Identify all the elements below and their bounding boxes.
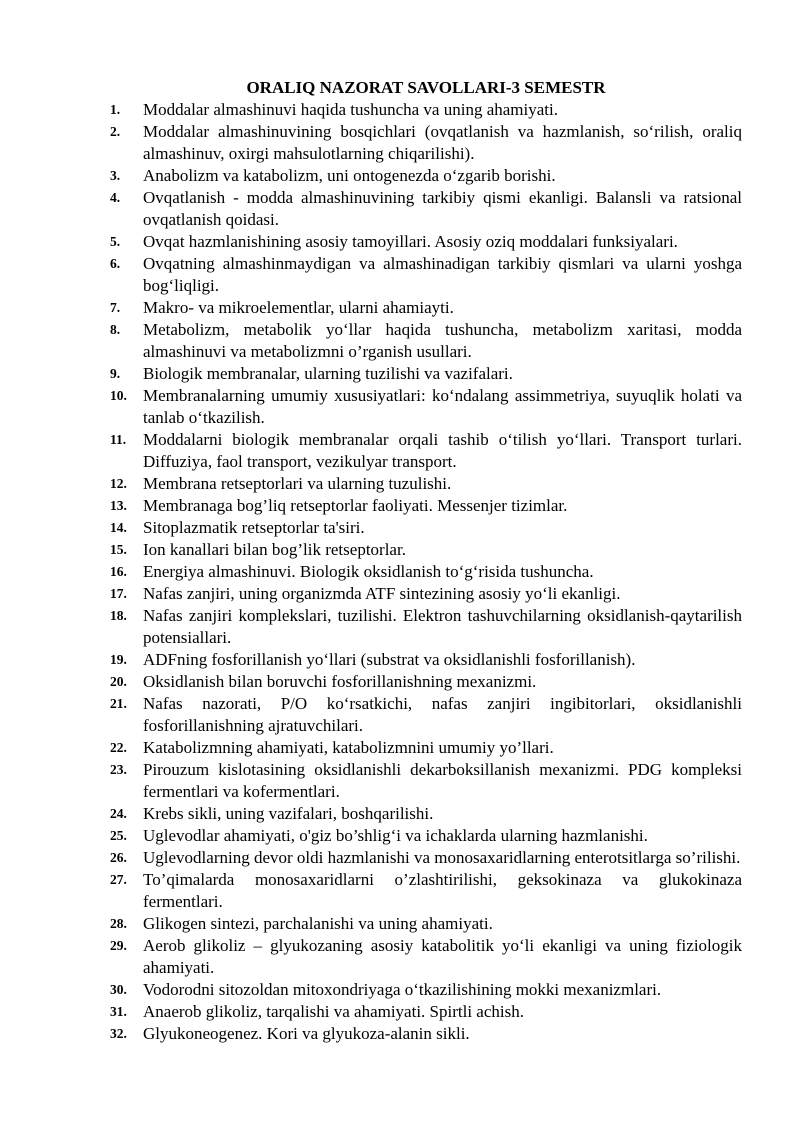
question-item — [110, 363, 742, 385]
question-text: Uglevodlarning devor oldi hazmlanishi va monosaxaridlarning enterotsitlarga so’rilishi. — [143, 848, 741, 867]
question-text: Ovqatlanish - modda almashinuvining tarkibiy qismi ekanligi. Balansli va ratsional ovqatlanish qoidasi. — [143, 188, 742, 229]
question-item — [110, 297, 742, 319]
question-text: Nafas zanjiri, uning organizmda ATF sintezining asosiy yo‘li ekanligi. — [143, 584, 621, 603]
question-text: Anabolizm va katabolizm, uni ontogenezda o‘zgarib borishi. — [143, 166, 556, 185]
question-number: 25. — [110, 828, 127, 843]
question-item — [110, 231, 742, 253]
question-number: 31. — [110, 1004, 127, 1019]
question-item — [110, 737, 742, 759]
question-number: 19. — [110, 652, 127, 667]
question-item — [110, 979, 742, 1001]
question-text: Nafas zanjiri komplekslari, tuzilishi. Elektron tashuvchilarning oksidlanish-qaytarilish potensiallari. — [143, 606, 742, 647]
question-text: Makro- va mikroelementlar, ularni ahamiayti. — [143, 298, 454, 317]
question-text: Membranaga bog’liq retseptorlar faoliyati. Messenjer tizimlar. — [143, 496, 568, 515]
question-number: 8. — [110, 322, 121, 337]
question-text: Energiya almashinuvi. Biologik oksidlanish to‘g‘risida tushuncha. — [143, 562, 594, 581]
question-text: Biologik membranalar, ularning tuzilishi va vazifalari. — [143, 364, 513, 383]
question-item — [110, 1023, 742, 1045]
question-number: 18. — [110, 608, 127, 623]
question-item — [110, 121, 742, 165]
question-number: 10. — [110, 388, 127, 403]
question-text: Pirouzum kislotasining oksidlanishli dekarboksillanish mexanizmi. PDG kompleksi fermentlari va kofermentlari. — [143, 760, 742, 801]
question-text: Glikogen sintezi, parchalanishi va uning ahamiyati. — [143, 914, 493, 933]
question-number: 9. — [110, 366, 121, 381]
question-text: Moddalarni biologik membranalar orqali tashib o‘tilish yo‘llari. Transport turlari. Diffuziya, faol transport, vezikulyar transport. — [143, 430, 742, 471]
question-text: Vodorodni sitozoldan mitoxondriyaga o‘tkazilishining mokki mexanizmlari. — [143, 980, 662, 999]
question-number: 24. — [110, 806, 127, 821]
question-number: 15. — [110, 542, 127, 557]
question-text: Moddalar almashinuvining bosqichlari (ovqatlanish va hazmlanish, so‘rilish, oraliq almashinuv, oxirgi mahsulotlarning chiqarilishi). — [143, 122, 742, 163]
question-text: Ovqatning almashinmaydigan va almashinadigan tarkibiy qismlari va ularni yoshga bog‘liqligi. — [143, 254, 742, 295]
question-number: 17. — [110, 586, 127, 601]
question-item — [110, 847, 742, 869]
question-item — [110, 803, 742, 825]
question-text: Anaerob glikoliz, tarqalishi va ahamiyati. Spirtli achish. — [143, 1002, 524, 1021]
question-number: 12. — [110, 476, 127, 491]
question-number: 2. — [110, 124, 121, 139]
question-text: Katabolizmning ahamiyati, katabolizmnini umumiy yo’llari. — [143, 738, 554, 757]
question-text: Uglevodlar ahamiyati, o'giz bo’shlig‘i va ichaklarda ularning hazmlanishi. — [143, 826, 648, 845]
question-item — [110, 935, 742, 979]
question-number: 27. — [110, 872, 127, 887]
question-item — [110, 99, 742, 121]
question-item — [110, 429, 742, 473]
question-text: Membrana retseptorlari va ularning tuzulishi. — [143, 474, 452, 493]
question-text: Glyukoneogenez. Kori va glyukoza-alanin sikli. — [143, 1024, 470, 1043]
question-text: Metabolizm, metabolik yo‘llar haqida tushuncha, metabolizm xaritasi, modda almashinuvi va metabolizmni o’rganish usullari. — [143, 320, 742, 361]
question-number: 16. — [110, 564, 127, 579]
question-item — [110, 583, 742, 605]
question-number: 22. — [110, 740, 127, 755]
question-text: Moddalar almashinuvi haqida tushuncha va uning ahamiyati. — [143, 100, 558, 119]
question-number: 23. — [110, 762, 127, 777]
question-number: 32. — [110, 1026, 127, 1041]
question-number: 30. — [110, 982, 127, 997]
question-item — [110, 187, 742, 231]
question-text: Krebs sikli, uning vazifalari, boshqarilishi. — [143, 804, 434, 823]
question-text: To’qimalarda monosaxaridlarni o’zlashtirilishi, geksokinaza va glukokinaza fermentlari. — [143, 870, 742, 911]
question-number: 4. — [110, 190, 121, 205]
question-number: 6. — [110, 256, 121, 271]
question-item — [110, 693, 742, 737]
question-item — [110, 671, 742, 693]
question-item — [110, 319, 742, 363]
question-number: 20. — [110, 674, 127, 689]
question-text: Aerob glikoliz – glyukozaning asosiy katabolitik yo‘li ekanligi va uning fiziologik ahamiyati. — [143, 936, 742, 977]
question-text: Sitoplazmatik retseptorlar ta'siri. — [143, 518, 365, 537]
question-number: 21. — [110, 696, 127, 711]
question-text: Membranalarning umumiy xususiyatlari: ko‘ndalang assimmetriya, suyuqlik holati va tanlab o‘tkazilish. — [143, 386, 742, 427]
question-text: Nafas nazorati, P/O ko‘rsatkichi, nafas zanjiri ingibitorlari, oksidlanishli fosforillanishning ajratuvchilari. — [143, 694, 742, 735]
question-item — [110, 759, 742, 803]
question-text: ADFning fosforillanish yo‘llari (substrat va oksidlanishli fosforillanish). — [143, 650, 636, 669]
question-item — [110, 1001, 742, 1023]
question-number: 7. — [110, 300, 121, 315]
question-item — [110, 649, 742, 671]
question-number: 26. — [110, 850, 127, 865]
question-item — [110, 253, 742, 297]
question-list — [110, 99, 742, 1045]
question-item — [110, 825, 742, 847]
question-item — [110, 385, 742, 429]
page-title: ORALIQ NAZORAT SAVOLLARI-3 SEMESTR — [246, 78, 606, 97]
question-item — [110, 517, 742, 539]
question-number: 11. — [110, 432, 127, 447]
question-text: Ovqat hazmlanishining asosiy tamoyillari. Asosiy oziq moddalari funksiyalari. — [143, 232, 678, 251]
question-number: 3. — [110, 168, 121, 183]
question-item — [110, 913, 742, 935]
question-text: Ion kanallari bilan bog’lik retseptorlar. — [143, 540, 406, 559]
question-item — [110, 165, 742, 187]
question-number: 5. — [110, 234, 121, 249]
question-number: 13. — [110, 498, 127, 513]
question-text: Oksidlanish bilan boruvchi fosforillanishning mexanizmi. — [143, 672, 537, 691]
question-number: 14. — [110, 520, 127, 535]
question-item — [110, 561, 742, 583]
question-item — [110, 495, 742, 517]
question-number: 28. — [110, 916, 127, 931]
question-item — [110, 539, 742, 561]
question-item — [110, 869, 742, 913]
question-item — [110, 605, 742, 649]
question-number: 1. — [110, 102, 121, 117]
question-number: 29. — [110, 938, 127, 953]
question-item — [110, 473, 742, 495]
